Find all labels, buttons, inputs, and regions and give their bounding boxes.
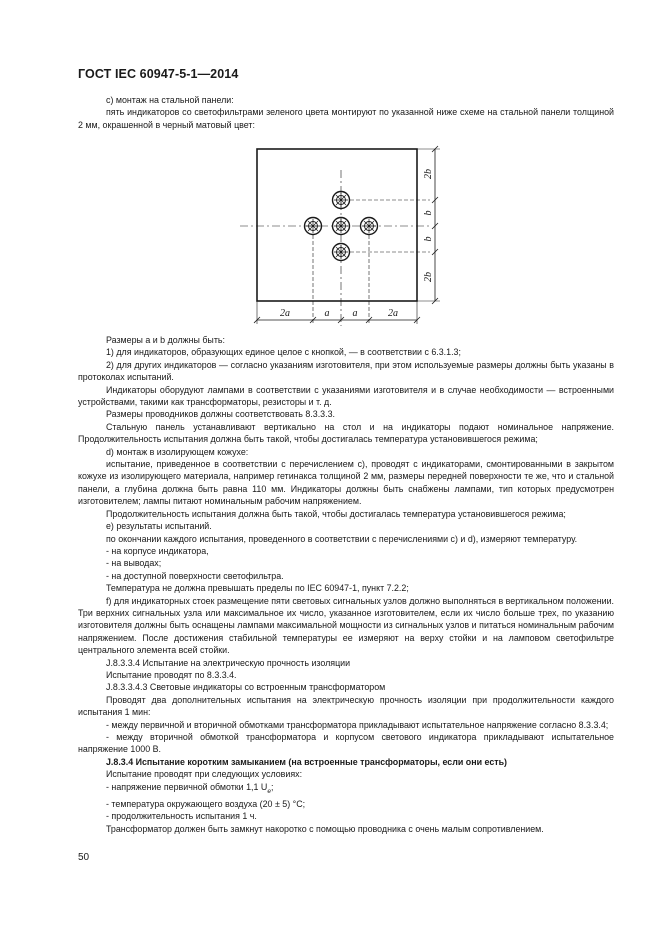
paragraph: Размеры проводников должны соответствовать 8.3.3.3.: [106, 409, 335, 420]
paragraph: Проводят два дополнительных испытания на электрическую прочность изоляции при продолжительности каждого испытания 1 мин:: [78, 694, 614, 718]
paragraph: Стальную панель устанавливают вертикально на стол и на индикаторы подают номинальное напряжение. Продолжительность испытания должна быть такой, чтобы достигалась температура установившегося режима;: [78, 421, 614, 445]
list-item: - на доступной поверхности светофильтра.: [106, 570, 284, 581]
paragraph: f) для индикаторных стоек размещение пяти световых сигнальных узлов должно выполняться в вертикальном положении. Три верхних сигнальных узла или максимальное их число, указанное изготовителем, если их число больше трех, по указанию изготовителя должны быть оснащены лампами максимальной мощности из сигнальных узлов и питаться номинальным рабочим напряжением. После достижения стабильной температуры ее измеряют на верху стойки и на ламповом светофильтре центрального элемента всей стойки.: [78, 595, 614, 656]
paragraph: по окончании каждого испытания, проведенного в соответствии с перечислениями с) и d), измеряют температуру.: [106, 533, 578, 544]
page-number: 50: [78, 852, 90, 863]
dim-label-2a-left: 2a: [280, 308, 290, 319]
dim-label-2b-bottom: 2b: [423, 272, 434, 282]
indicator-top: [333, 192, 350, 209]
indicator-center: [333, 218, 350, 235]
intro-block: [78, 94, 614, 131]
paragraph: 2) для других индикаторов — согласно указаниям изготовителя, при этом используемые размеры должны быть указаны в протоколах испытаний.: [78, 359, 614, 383]
paragraph: Продолжительность испытания должна быть такой, чтобы достигалась температура установившегося режима;: [106, 508, 566, 519]
voltage-text: - напряжение первичной обмотки 1,1 U: [106, 781, 268, 792]
body-block: [78, 334, 614, 835]
dim-label-2b-top: 2b: [423, 169, 434, 179]
dim-label-a-left: a: [324, 308, 330, 319]
paragraph: испытание, приведенное в соответствии с перечислением с), проводят с индикаторами, смонтированными в закрытом кожухе из изолирующего материала, например гетинакса толщиной 2 мм, размеры передней поверхности те же, что и стальной панели, а глубина должна быть равна 110 мм. Индикаторы должны быть снабжены лампами, тип которых предусмотрен изготовителем; лампы питают номинальным рабочим напряжением.: [78, 459, 614, 507]
document-header: ГОСТ IEC 60947-5-1—2014: [78, 67, 239, 81]
dim-label-b-lower: b: [423, 236, 434, 242]
indicator-layout-figure: [230, 140, 450, 330]
item-d-heading: d) монтаж в изолирующем кожухе:: [106, 446, 249, 457]
indicator-bottom: [333, 244, 350, 261]
section-heading: J.8.3.3.4 Испытание на электрическую прочность изоляции: [106, 657, 351, 668]
list-item: - температура окружающего воздуха (20 ± 5) °С;: [106, 798, 306, 809]
paragraph: Температура не должна превышать пределы по IEC 60947-1, пункт 7.2.2;: [106, 583, 409, 594]
dim-label-a-right: a: [352, 308, 358, 319]
voltage-subscript: e: [267, 787, 271, 795]
paragraph: Испытание проводят при следующих условиях:: [106, 769, 303, 780]
paragraph: Испытание проводят по 8.3.3.4.: [106, 669, 237, 680]
paragraph: Индикаторы оборудуют лампами в соответствии с указаниями изготовителя и в случае необходимости — встроенными устройствами, такими как трансформаторы, резисторы и т. д.: [78, 384, 614, 408]
indicator-right: [361, 218, 378, 235]
list-item: - между вторичной обмоткой трансформатора и корпусом светового индикатора прикладывают испытательное напряжение 1000 В.: [78, 732, 614, 755]
list-item: - на корпусе индикатора,: [106, 545, 209, 556]
list-item: - на выводах;: [106, 558, 162, 569]
list-item: [78, 781, 614, 798]
list-item: - продолжительность испытания 1 ч.: [106, 811, 257, 822]
item-c-heading: с) монтаж на стальной панели:: [106, 95, 234, 105]
item-c-text: пять индикаторов со светофильтрами зеленого цвета монтируют по указанной ниже схеме на стальной панели толщиной 2 мм, окрашенной в черный матовый цвет:: [78, 107, 614, 130]
dim-label-b-upper: b: [423, 210, 434, 216]
section-heading-bold: J.8.3.4 Испытание коротким замыканием (на встроенные трансформаторы, если они есть): [106, 756, 508, 767]
item-e-heading: е) результаты испытаний.: [106, 521, 212, 532]
paragraph: Трансформатор должен быть замкнут накоротко с помощью проводника с очень малым сопротивлением.: [106, 823, 544, 834]
dim-label-2a-right: 2a: [388, 308, 398, 319]
section-heading: J.8.3.3.4.3 Световые индикаторы со встроенным трансформатором: [106, 682, 386, 693]
paragraph: Размеры a и b должны быть:: [106, 335, 225, 345]
paragraph: 1) для индикаторов, образующих единое целое с кнопкой, — в соответствии с 6.3.1.3;: [106, 347, 461, 358]
list-item: - между первичной и вторичной обмотками трансформатора прикладывают испытательное напряжение согласно 8.3.3.4;: [106, 719, 609, 730]
indicator-left: [305, 218, 322, 235]
voltage-end: ;: [270, 781, 274, 792]
